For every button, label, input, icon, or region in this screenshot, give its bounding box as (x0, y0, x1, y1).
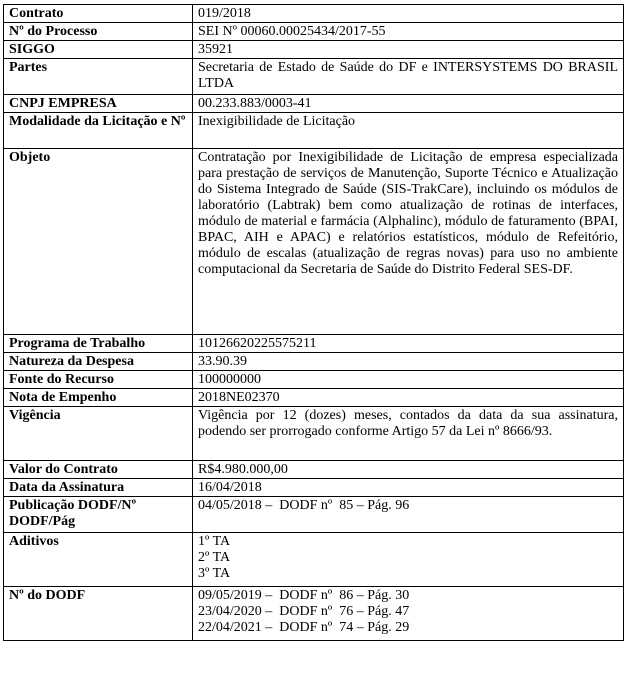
dodf-item: 09/05/2019 – DODF nº 86 – Pág. 30 (198, 588, 410, 603)
label-empenho: Nota de Empenho (4, 389, 193, 407)
row-natureza (4, 353, 624, 371)
value-objeto: Contratação por Inexigibilidade de Licitação de empresa especializada para prestação de serviços de Manutenção, Suporte Técnico e Atualização do Sistema Integrado de Saúde (SIS-TrakCare), incluindo os módulos de laboratório (Labtrak) bem como atualização de rotinas de interfaces, módulo de material e farmácia (Alphalinc), módulo de faturamento (BPAI, BPAC, AIH e APAC) e relatórios estatísticos, módulo de Refeitório, módulo de escalas (atualização de regras novas) para uso no ambiente computacional da Secretaria de Saúde do Distrito Federal SES-DF. (193, 149, 624, 335)
label-publicacao: Publicação DODF/Nº DODF/Pág (4, 497, 193, 533)
row-programa (4, 335, 624, 353)
value-fonte: 100000000 (193, 371, 624, 389)
label-assinatura: Data da Assinatura (4, 479, 193, 497)
value-assinatura: 16/04/2018 (193, 479, 624, 497)
row-dodf (4, 587, 624, 641)
value-cnpj: 00.233.883/0003-41 (193, 95, 624, 113)
aditivo-item: 3º TA (198, 566, 231, 581)
row-aditivos (4, 533, 624, 587)
label-natureza: Natureza da Despesa (4, 353, 193, 371)
label-siggo: SIGGO (4, 41, 193, 59)
value-valor: R$4.980.000,00 (193, 461, 624, 479)
value-natureza: 33.90.39 (193, 353, 624, 371)
label-contrato: Contrato (4, 5, 193, 23)
row-publicacao (4, 497, 624, 533)
label-valor: Valor do Contrato (4, 461, 193, 479)
value-aditivos (193, 533, 624, 587)
row-modalidade (4, 113, 624, 149)
row-processo (4, 23, 624, 41)
value-partes: Secretaria de Estado de Saúde do DF e INTERSYSTEMS DO BRASIL LTDA (193, 59, 624, 95)
dodf-item: 23/04/2020 – DODF nº 76 – Pág. 47 (198, 604, 410, 619)
value-processo: SEI Nº 00060.00025434/2017-55 (193, 23, 624, 41)
label-aditivos: Aditivos (4, 533, 193, 587)
value-contrato: 019/2018 (193, 5, 624, 23)
value-siggo: 35921 (193, 41, 624, 59)
label-cnpj: CNPJ EMPRESA (4, 95, 193, 113)
label-dodf: Nº do DODF (4, 587, 193, 641)
label-programa: Programa de Trabalho (4, 335, 193, 353)
label-vigencia: Vigência (4, 407, 193, 461)
value-vigencia: Vigência por 12 (dozes) meses, contados da data da sua assinatura, podendo ser prorrogado conforme Artigo 57 da Lei nº 8666/93. (193, 407, 624, 461)
label-objeto: Objeto (4, 149, 193, 335)
row-contrato (4, 5, 624, 23)
row-vigencia (4, 407, 624, 461)
value-programa: 10126620225575211 (193, 335, 624, 353)
label-fonte: Fonte do Recurso (4, 371, 193, 389)
value-dodf (193, 587, 624, 641)
label-partes: Partes (4, 59, 193, 95)
row-fonte (4, 371, 624, 389)
aditivo-item: 2º TA (198, 550, 231, 565)
aditivo-item: 1º TA (198, 534, 231, 549)
value-empenho: 2018NE02370 (193, 389, 624, 407)
row-valor (4, 461, 624, 479)
row-assinatura (4, 479, 624, 497)
value-publicacao: 04/05/2018 – DODF nº 85 – Pág. 96 (193, 497, 624, 533)
row-cnpj (4, 95, 624, 113)
row-siggo (4, 41, 624, 59)
row-partes (4, 59, 624, 95)
contract-summary-table (3, 4, 624, 641)
label-modalidade: Modalidade da Licitação e Nº (4, 113, 193, 149)
row-empenho (4, 389, 624, 407)
dodf-item: 22/04/2021 – DODF nº 74 – Pág. 29 (198, 620, 410, 635)
value-modalidade: Inexigibilidade de Licitação (193, 113, 624, 149)
label-processo: Nº do Processo (4, 23, 193, 41)
row-objeto (4, 149, 624, 335)
